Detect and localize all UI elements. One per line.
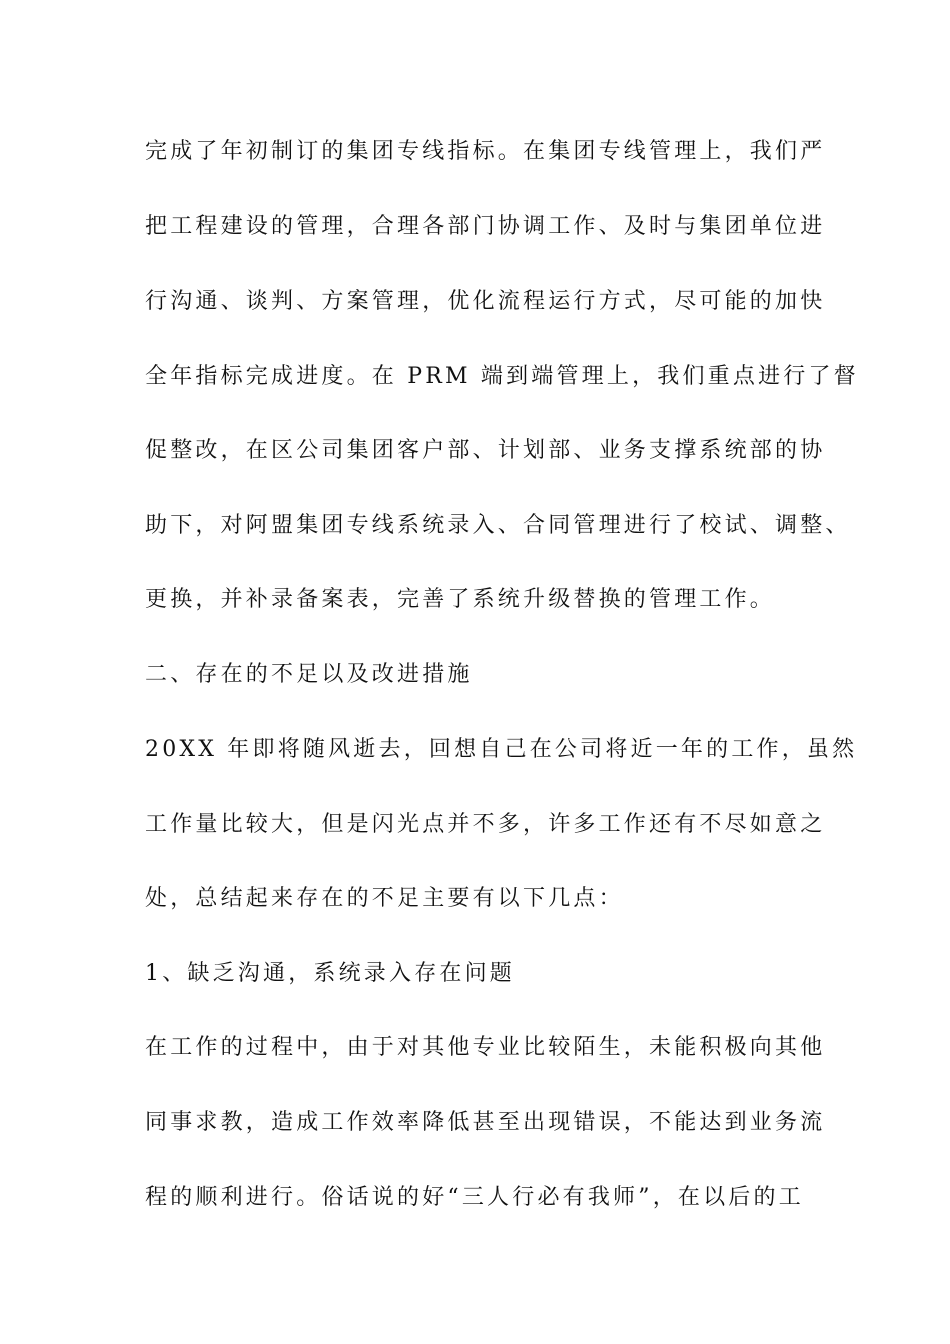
text-line: 20XX 年即将随风逝去，回想自己在公司将近一年的工作，虽然 [145,737,858,762]
text-line: 全年指标完成进度。在 PRM 端到端管理上，我们重点进行了督 [145,364,859,389]
text-line: 助下，对阿盟集团专线系统录入、合同管理进行了校试、调整、 [145,513,851,538]
text-line: 在工作的过程中，由于对其他专业比较陌生，未能积极向其他 [145,1035,826,1060]
text-line: 程的顺利进行。俗话说的好“三人行必有我师”，在以后的工 [145,1185,804,1210]
text-line: 行沟通、谈判、方案管理，优化流程运行方式，尽可能的加快 [145,289,826,314]
text-line: 促整改，在区公司集团客户部、计划部、业务支撑系统部的协 [145,438,826,463]
section-heading: 二、存在的不足以及改进措施 [145,662,473,687]
text-line: 把工程建设的管理，合理各部门协调工作、及时与集团单位进 [145,214,826,239]
text-line: 完成了年初制订的集团专线指标。在集团专线管理上，我们严 [145,139,826,164]
text-line: 更换，并补录备案表，完善了系统升级替换的管理工作。 [145,587,776,612]
text-line: 工作量比较大，但是闪光点并不多，许多工作还有不尽如意之 [145,812,826,837]
subsection-heading: 1、缺乏沟通，系统录入存在问题 [145,961,515,986]
text-line: 处，总结起来存在的不足主要有以下几点： [145,886,624,911]
text-line: 同事求教，造成工作效率降低甚至出现错误，不能达到业务流 [145,1110,826,1135]
